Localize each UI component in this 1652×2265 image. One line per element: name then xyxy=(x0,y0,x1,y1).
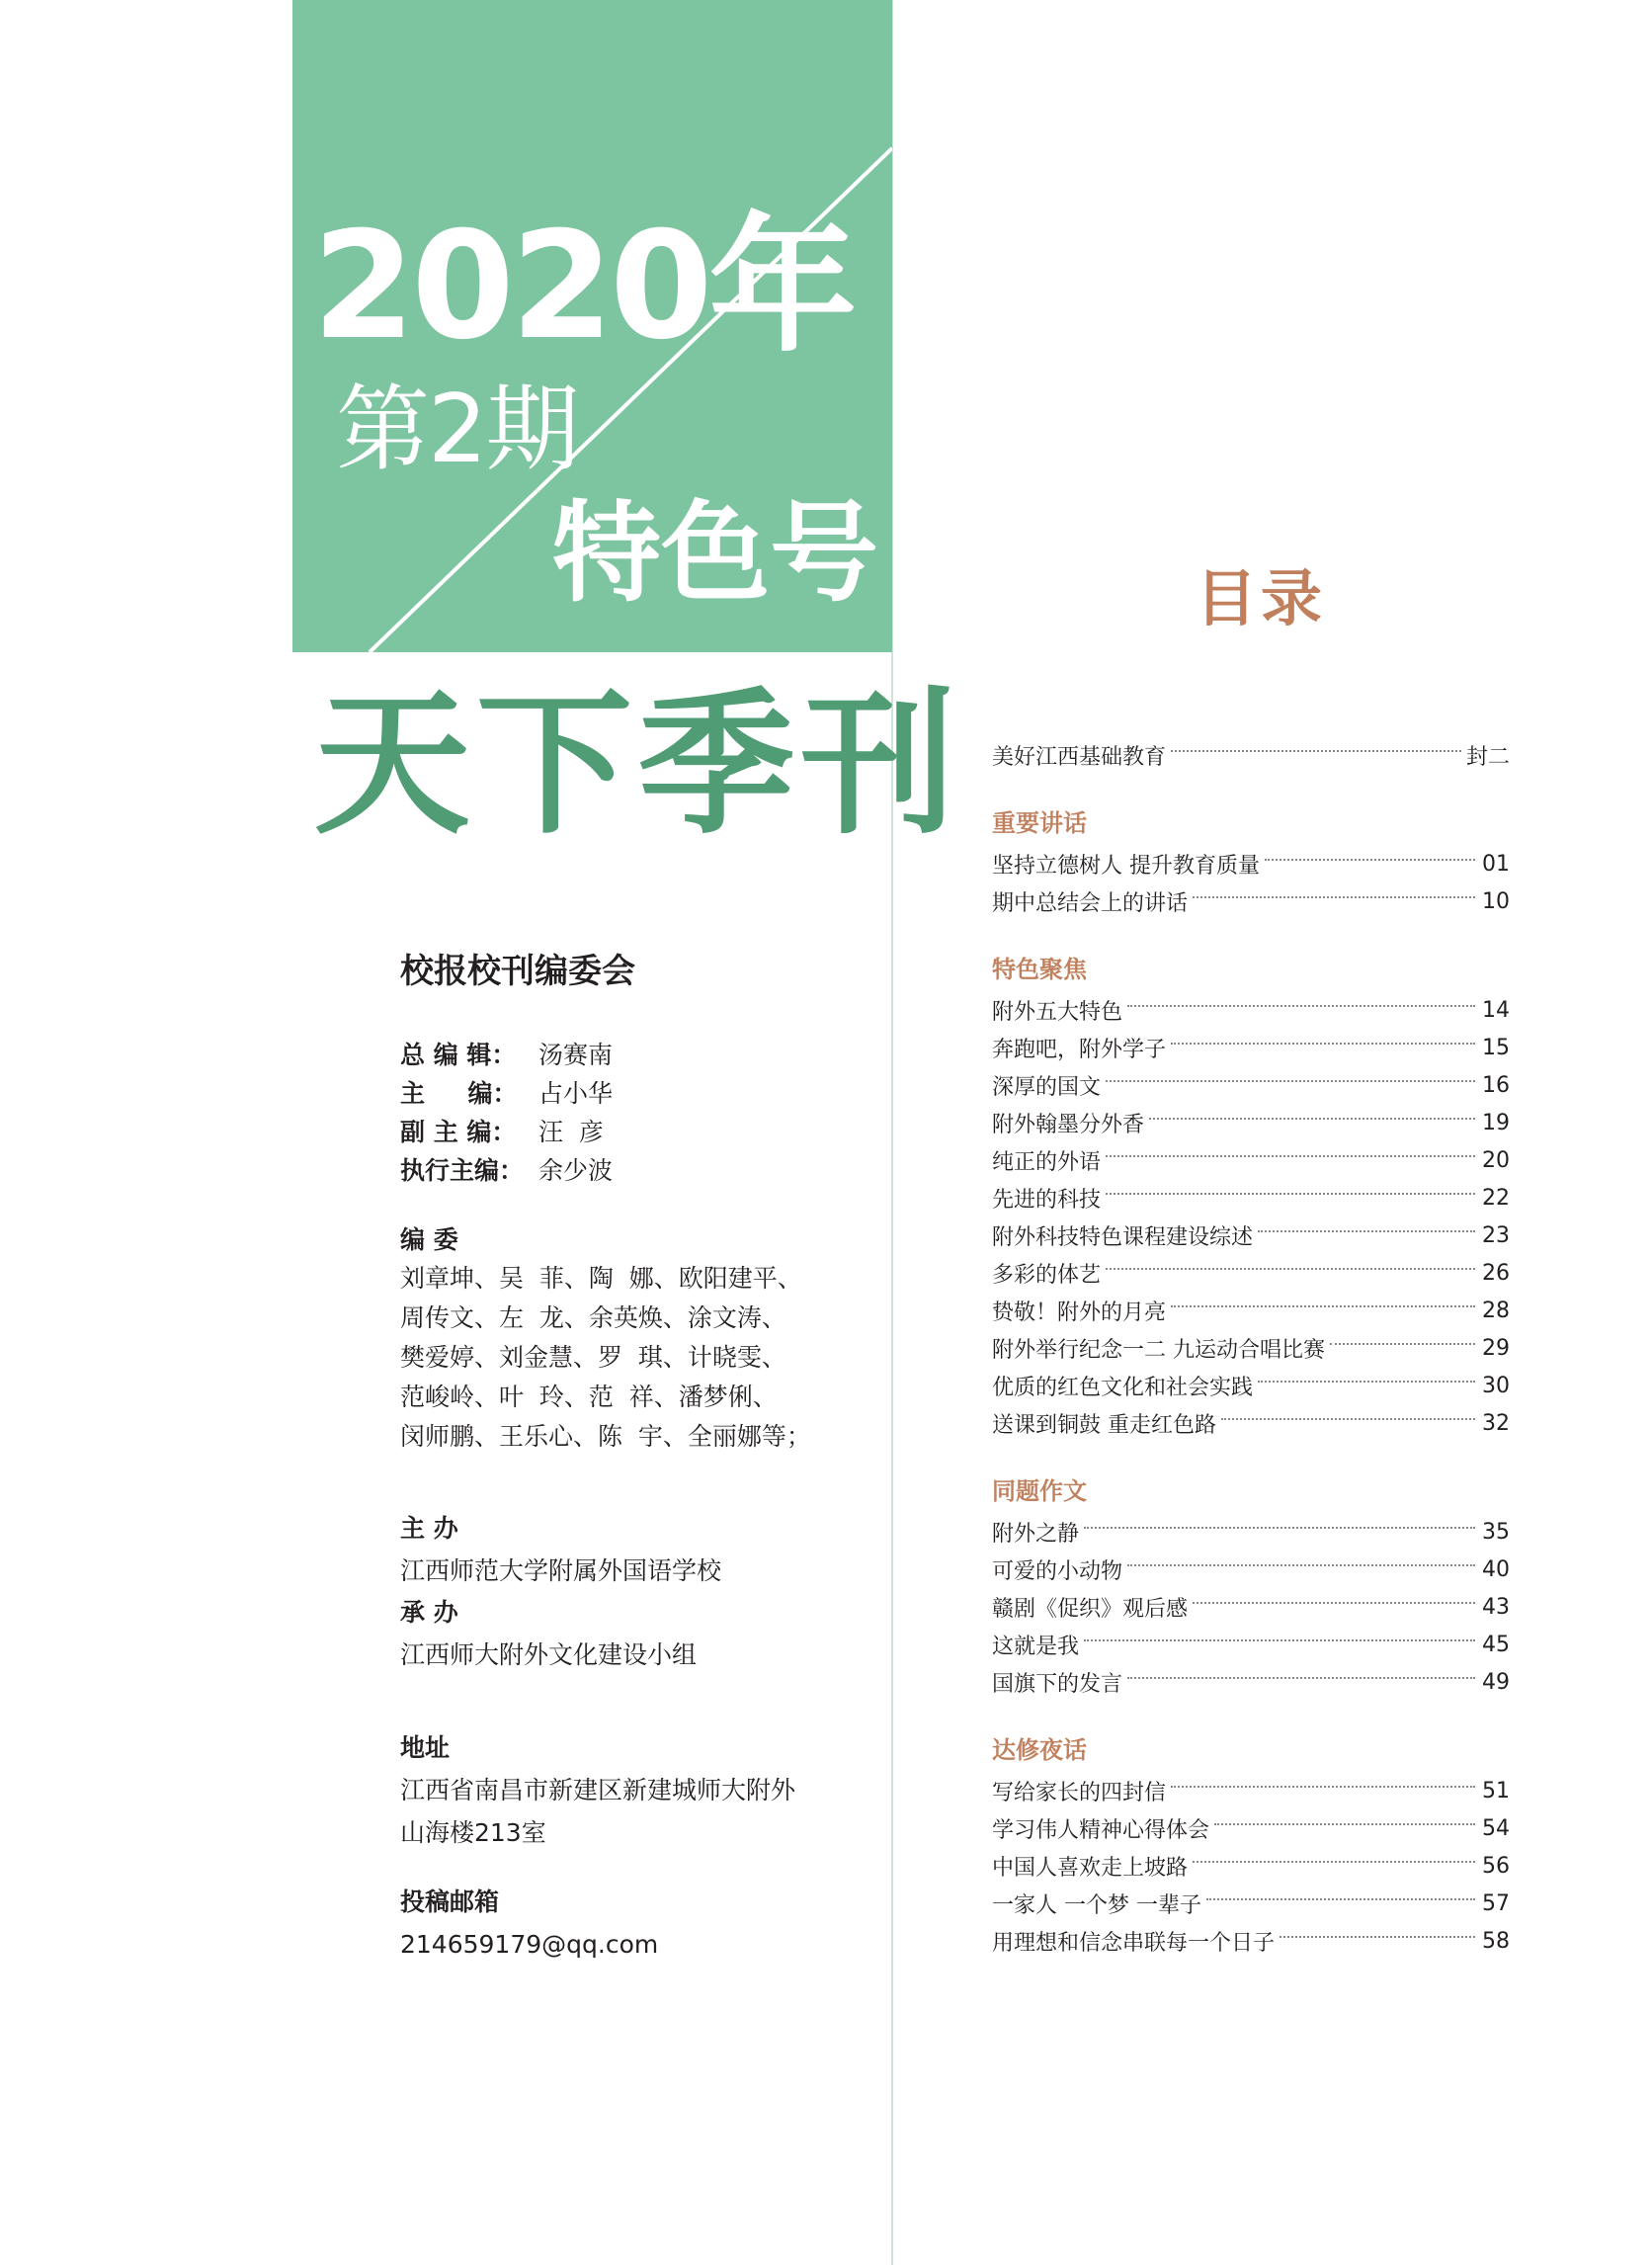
toc-entry[interactable] xyxy=(992,1663,1510,1701)
toc-entry[interactable] xyxy=(992,1179,1510,1216)
toc-entry-page: 01 xyxy=(1482,851,1510,877)
staff-name: 余少波 xyxy=(538,1155,614,1185)
toc-entry-label: 美好江西基础教育 xyxy=(992,744,1167,770)
table-of-contents xyxy=(992,736,1510,1960)
toc-entry-page: 10 xyxy=(1482,888,1510,914)
toc-entry-label: 坚持立德树人 提升教育质量 xyxy=(992,853,1260,879)
toc-entry-page: 58 xyxy=(1482,1928,1510,1954)
dot-leader xyxy=(1106,1080,1475,1082)
dot-leader xyxy=(1330,1343,1475,1345)
toc-title: 目录 xyxy=(1196,562,1327,634)
toc-entry-page: 56 xyxy=(1482,1853,1510,1879)
staff-name: 汪 彦 xyxy=(538,1117,604,1146)
members-line: 范峻岭、叶 玲、范 祥、潘梦俐、 xyxy=(400,1383,778,1411)
address-title: 地址 xyxy=(400,1733,451,1762)
toc-entry-page: 22 xyxy=(1482,1185,1510,1211)
dot-leader xyxy=(1171,1043,1475,1045)
staff-role: 总 编 辑： xyxy=(400,1040,517,1069)
dot-leader xyxy=(1258,1230,1475,1232)
toc-entry[interactable] xyxy=(992,882,1510,920)
dot-leader xyxy=(1193,896,1475,898)
toc-entry-label: 纯正的外语 xyxy=(992,1149,1102,1175)
address-line: 江西省南昌市新建区新建城师大附外 xyxy=(400,1776,796,1804)
sponsor-value: 江西师范大学附属外国语学校 xyxy=(400,1556,722,1585)
dot-leader xyxy=(1106,1193,1475,1195)
toc-entry[interactable] xyxy=(992,1847,1510,1885)
members-title: 编 委 xyxy=(400,1225,458,1254)
magazine-title: 天下季刊 xyxy=(314,674,962,856)
dot-leader xyxy=(1127,1005,1475,1007)
toc-entry-label: 可爱的小动物 xyxy=(992,1558,1123,1584)
toc-entry-page: 15 xyxy=(1482,1035,1510,1060)
toc-entry-label: 先进的科技 xyxy=(992,1187,1102,1213)
toc-entry-label: 国旗下的发言 xyxy=(992,1671,1123,1697)
submission-email[interactable]: 214659179@qq.com xyxy=(400,1930,659,1959)
toc-entry-page: 26 xyxy=(1482,1260,1510,1286)
toc-entry[interactable] xyxy=(992,1772,1510,1809)
editorial-info xyxy=(400,944,865,1966)
toc-entry-page: 54 xyxy=(1482,1815,1510,1841)
dot-leader xyxy=(1106,1268,1475,1270)
toc-entry-page: 16 xyxy=(1482,1072,1510,1098)
issue-year: 2020年 xyxy=(312,201,854,373)
toc-entry-label: 中国人喜欢走上坡路 xyxy=(992,1855,1189,1881)
dot-leader xyxy=(1193,1602,1475,1604)
toc-entry-label: 贽敬！附外的月亮 xyxy=(992,1300,1167,1325)
toc-entry-label: 深厚的国文 xyxy=(992,1074,1102,1100)
organizer-title: 承 办 xyxy=(400,1598,458,1627)
staff-name: 汤赛南 xyxy=(538,1040,614,1069)
toc-entry-page: 40 xyxy=(1482,1556,1510,1582)
toc-entry[interactable] xyxy=(992,1885,1510,1922)
cover-banner xyxy=(292,0,892,652)
toc-entry-label: 多彩的体艺 xyxy=(992,1262,1102,1288)
toc-entry-label: 附外翰墨分外香 xyxy=(992,1112,1145,1137)
toc-entry[interactable] xyxy=(992,1029,1510,1066)
dot-leader xyxy=(1280,1936,1475,1938)
toc-entry[interactable] xyxy=(992,1141,1510,1179)
toc-entry-label: 写给家长的四封信 xyxy=(992,1780,1167,1805)
toc-entry-label: 用理想和信念串联每一个日子 xyxy=(992,1930,1276,1956)
issue-number: 第2期 xyxy=(336,376,578,484)
toc-entry-label: 这就是我 xyxy=(992,1634,1080,1659)
toc-entry-page: 28 xyxy=(1482,1298,1510,1323)
members-line: 刘章坤、吴 菲、陶 娜、欧阳建平、 xyxy=(400,1264,802,1293)
toc-section-title: 特色聚焦 xyxy=(992,956,1087,983)
toc-section-title: 同题作文 xyxy=(992,1477,1087,1505)
toc-entry[interactable] xyxy=(992,1626,1510,1663)
staff-role: 主 编： xyxy=(400,1078,518,1108)
toc-entry[interactable] xyxy=(992,1922,1510,1960)
submission-title: 投稿邮箱 xyxy=(400,1888,500,1916)
dot-leader xyxy=(1171,1786,1475,1788)
toc-entry[interactable] xyxy=(992,1292,1510,1329)
toc-entry[interactable] xyxy=(992,1551,1510,1588)
toc-entry[interactable] xyxy=(992,1066,1510,1104)
toc-entry[interactable] xyxy=(992,1216,1510,1254)
staff-row xyxy=(400,1072,865,1111)
toc-entry-label: 赣剧《促织》观后感 xyxy=(992,1596,1189,1622)
toc-entry-page: 32 xyxy=(1482,1410,1510,1436)
address-line: 山海楼213室 xyxy=(400,1818,546,1847)
toc-entry-page: 45 xyxy=(1482,1632,1510,1657)
toc-entry-page: 51 xyxy=(1482,1778,1510,1804)
staff-role: 副 主 编： xyxy=(400,1117,517,1146)
toc-entry-page: 43 xyxy=(1482,1594,1510,1620)
staff-row xyxy=(400,1111,865,1149)
toc-entry-label: 学习伟人精神心得体会 xyxy=(992,1817,1210,1843)
toc-entry-label: 一家人 一个梦 一辈子 xyxy=(992,1892,1201,1918)
toc-entry[interactable] xyxy=(992,1254,1510,1292)
staff-list xyxy=(400,1034,865,1188)
dot-leader xyxy=(1084,1639,1475,1641)
dot-leader xyxy=(1084,1527,1475,1529)
toc-entry[interactable] xyxy=(992,1404,1510,1442)
members-line: 周传文、左 龙、余英焕、涂文涛、 xyxy=(400,1303,786,1332)
toc-entry-label: 优质的红色文化和社会实践 xyxy=(992,1375,1254,1400)
dot-leader xyxy=(1206,1898,1475,1900)
dot-leader xyxy=(1171,1305,1475,1307)
toc-entry[interactable] xyxy=(992,1329,1510,1367)
staff-name: 占小华 xyxy=(538,1078,614,1108)
staff-row xyxy=(400,1149,865,1188)
toc-entry-page: 30 xyxy=(1482,1373,1510,1398)
committee-title: 校报校刊编委会 xyxy=(400,952,635,991)
toc-entry[interactable] xyxy=(992,845,1510,882)
toc-entry-page: 封二 xyxy=(1465,744,1510,770)
dot-leader xyxy=(1106,1155,1475,1157)
dot-leader xyxy=(1214,1823,1475,1825)
dot-leader xyxy=(1221,1418,1475,1420)
toc-entry-page: 49 xyxy=(1482,1669,1510,1695)
toc-section-title: 重要讲话 xyxy=(992,809,1087,837)
toc-entry-page: 20 xyxy=(1482,1147,1510,1173)
toc-entry[interactable] xyxy=(992,991,1510,1029)
sponsor-title: 主 办 xyxy=(400,1514,458,1543)
toc-entry[interactable] xyxy=(992,1588,1510,1626)
toc-entry-label: 期中总结会上的讲话 xyxy=(992,890,1189,916)
dot-leader xyxy=(1127,1677,1475,1679)
staff-row xyxy=(400,1034,865,1072)
toc-entry-label: 附外科技特色课程建设综述 xyxy=(992,1224,1254,1250)
toc-entry-label: 附外之静 xyxy=(992,1521,1080,1547)
toc-section-title: 达修夜话 xyxy=(992,1736,1087,1764)
toc-entry-label: 附外举行纪念一二 九运动合唱比赛 xyxy=(992,1337,1325,1363)
toc-entry-page: 19 xyxy=(1482,1110,1510,1135)
members-list xyxy=(400,1259,865,1457)
toc-sections xyxy=(992,805,1510,1960)
toc-entry-page: 14 xyxy=(1482,997,1510,1023)
special-issue-label: 特色号 xyxy=(552,490,878,617)
members-line: 闵师鹏、王乐心、陈 宇、全丽娜等； xyxy=(400,1422,811,1451)
toc-entry-label: 送课到铜鼓 重走红色路 xyxy=(992,1412,1216,1438)
toc-entry[interactable] xyxy=(992,736,1510,774)
toc-entry-page: 23 xyxy=(1482,1222,1510,1248)
organizer-value: 江西师大附外文化建设小组 xyxy=(400,1640,698,1669)
members-line: 樊爱婷、刘金慧、罗 琪、计晓雯、 xyxy=(400,1343,786,1372)
toc-entry[interactable] xyxy=(992,1513,1510,1551)
toc-entry-page: 57 xyxy=(1482,1890,1510,1916)
toc-entry[interactable] xyxy=(992,1809,1510,1847)
dot-leader xyxy=(1171,750,1461,752)
toc-entry[interactable] xyxy=(992,1367,1510,1404)
dot-leader xyxy=(1265,859,1475,861)
staff-role: 执行主编： xyxy=(400,1155,525,1185)
dot-leader xyxy=(1193,1861,1475,1863)
toc-entry-label: 奔跑吧，附外学子 xyxy=(992,1037,1167,1062)
dot-leader xyxy=(1258,1381,1475,1383)
toc-entry-label: 附外五大特色 xyxy=(992,999,1123,1025)
dot-leader xyxy=(1149,1118,1475,1120)
toc-entry[interactable] xyxy=(992,1104,1510,1141)
toc-entry-page: 35 xyxy=(1482,1519,1510,1545)
dot-leader xyxy=(1127,1564,1475,1566)
toc-entry-page: 29 xyxy=(1482,1335,1510,1361)
